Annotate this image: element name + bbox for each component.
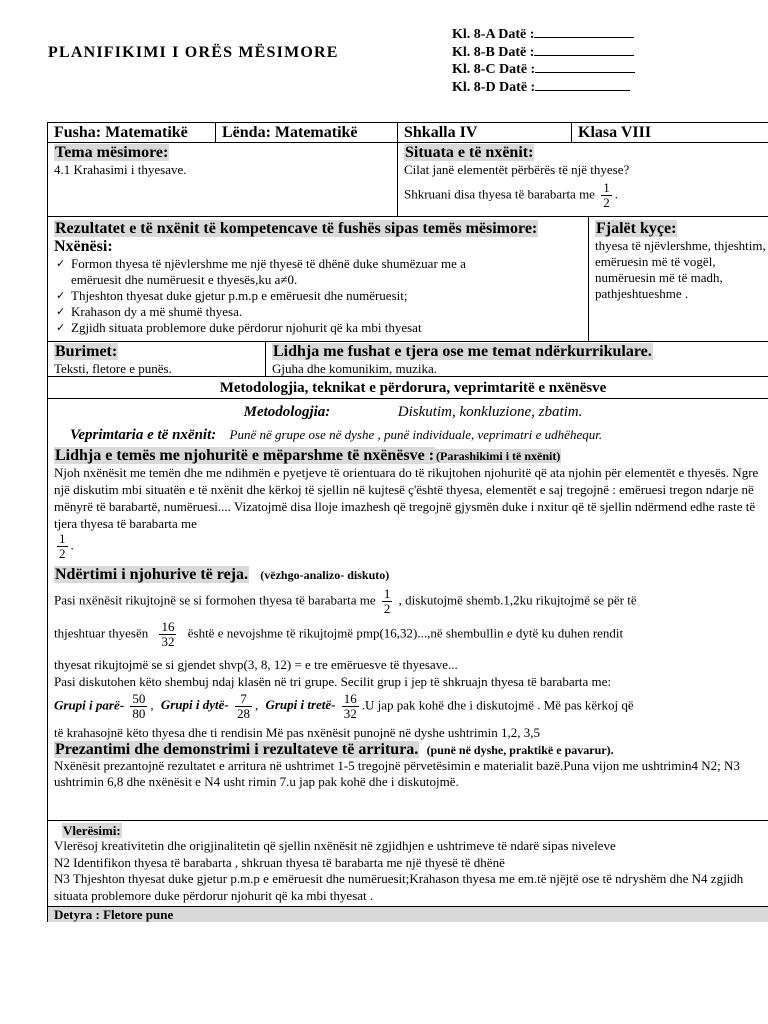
prezantimi-label: Prezantimi dhe demonstrimi i rezultateve të arritura. (55, 740, 419, 758)
outcome-item: ✓ Thjeshton thyesat duke gjetur p.m.p e emëruesit dhe numëruesit; (54, 288, 582, 304)
klasa-label: Klasa VIII (578, 124, 652, 141)
ndertimi-text: është e nevojshme të rikujtojmë pmp(16,32)...,në shembullin e dytë ku duhen rendit (187, 625, 624, 641)
metodologjia-label: Metodologjia: (243, 404, 331, 420)
situata-cell: Situata e të nxënit: Cilat janë elementët përbërës të një thyese? Shkruani disa thyesa të barabarta me $\frac{1}{2}$ . (398, 143, 768, 211)
ndertimi-text: .U jap pak kohë dhe i diskutojmë . Më pas kërkoj që (361, 697, 634, 713)
ndertimi-label: Ndërtimi i njohurive të reja. (55, 566, 248, 583)
document-title: PLANIFIKIMI I ORËS MËSIMORE (48, 44, 339, 61)
methodology-body: Metodologjia: Diskutim, konkluzione, zbatim. Veprimtaria e të nxënit: Punë në grupe ose në dyshe , punë individuale, veprimatri e udhëhequr. Lidhja e temës me njohuritë e mëparshme të nxënësve : (Parashikimi i të nxënit) Njoh nxënësit me temën dhe me ndihmën e pyetjeve të orientuara do të rikujtohen njohuritë që ata njohin për elementët e thyesës. Ngre një diskutim mbi situatën e të nxënit dhe kërkoj të sjellin në kujtesë ç'është thyesa, elementët e saj tregojnë : emëruesi tregon ndarje në mënyrë të barabartë, numëruesi.... Vizatojmë disa lloje imazhesh që tregojnë gjysmën duke i nxitur që të sjellin ndërmend edhe raste të tjera thyesa të barabarta me $\frac{1}{2}$ . Ndërtimi i njohurive të reja. (vëzhgo-analizo- diskuto) Pasi nxënësit rikujtojnë se si formohen thyesa të barabarta me $\frac{1}{2}$ , diskutojmë shemb.1,2ku rikujtojmë se për të thjeshtuar thyesën $\frac{16}{32}$ është e nevojshme të rikujtojmë pmp(16,32)...,në shembullin e dytë ku duhen rendit thyesat rikujtojmë se si gjendet shvp(3, 8, 12) = e tre emëruesve të thyesave... Pasi diskutohen këto shembuj ndaj klasën në tri grupe. Secilit grup i jep të shkruajn thyesa të barabarta me: Grupi i parë- $\frac{50}{80}$ , Grupi i dytë- $\frac{7}{28}$ , Grupi i tretë- $\frac{16}{32}$ .U jap pak kohë dhe i diskutojmë . Më pas kërkoj që të krahasojnë këto thyesa dhe ti rendisin Më pas nxënësit punojnë në dyshe ushtrimin 1,2, 3,5 Prezantimi dhe demonstrimi i rezultateve të arritura. (punë në dyshe, praktikë e pavarur). Nxënësit prezantojnë rezultatet e arritura në ushtrimet 1-5 tregojnë përvetësimin e materialit bazë.Puna vijon me ushtrimin4 N2; N3 ushtrimin 6,8 dhe nxënësit e N4 usht rimin 7.u jap pak kohë dhe i diskutojmë. (48, 399, 768, 793)
ndertimi-text: , diskutojmë shemb.1,2ku rikujtojmë se për të (398, 592, 637, 608)
date-blank (534, 44, 634, 56)
date-blank (535, 79, 630, 91)
outcome-item: ✓ Zgjidh situata problemore duke përdorur njohurit që ka mbi thyesat (54, 320, 582, 336)
fjalet-label: Fjalët kyçe: (596, 220, 677, 237)
nxenesi-label: Nxënësi: (54, 238, 113, 255)
lidhja-fushat-label: Lidhja me fushat e tjera ose me temat ndërkurrikulare. (273, 343, 652, 360)
burimet-value: Teksti, fletore e punës. (54, 361, 172, 376)
tema-label: Tema mësimore: (55, 144, 169, 161)
tema-value: 4.1 Krahasimi i thyesave. (54, 162, 187, 177)
burimet-label: Burimet: (55, 343, 118, 360)
lidhja-temes-label: Lidhja e temës me njohuritë e mëparshme të nxënësve : (55, 447, 435, 464)
class-date-label: Kl. 8-C Datë : (452, 62, 536, 77)
ndertimi-text: Pasi diskutohen këto shembuj ndaj klasën në tri grupe. Secilit grup i jep të shkruajn thyesa të barabarta me: (54, 673, 612, 689)
fjalet-keywords: thyesa të njëvlershme, thjeshtim, emëruesin më të vogël, numëruesin më të madh, pathjeshtueshme . (595, 238, 766, 301)
lidhja-fushat-cell (266, 342, 768, 379)
situata-label: Situata e të nxënit: (405, 144, 534, 161)
fraction-16-32: $\frac{16}{32}$ (161, 619, 175, 649)
ndertimi-text: Pasi nxënësit rikujtojnë se si formohen thyesa të barabarta me (54, 592, 376, 608)
vleresimi-cell (48, 821, 768, 906)
prezantimi-text: Nxënësit prezantojnë rezultatet e arritura në ushtrimet 1-5 tregojnë përvetësimin e materialit bazë.Puna vijon me ushtrimin4 N2; N3 ushtrimin 6,8 dhe nxënësit e N4 usht rimin 7.u jap pak kohë dhe i diskutojmë. (54, 757, 740, 789)
lidhja-temes-text: Njoh nxënësit me temën dhe me ndihmën e pyetjeve të orientuara do të rikujtohen njohuritë që ata njohin për elementët e thyesës. Ngre një diskutim mbi situatën e të nxënit dhe kërkoj të sjellin në kujtesë ç'është thyesa, elementët e saj tregojnë : emëruesi tregon ndarje në mënyrë të barabartë, numëruesi.... Vizatojmë disa lloje imazhesh që tregojnë gjysmën duke i nxitur që të sjellin ndërmend edhe raste të tjera thyesa të barabarta me (54, 465, 759, 531)
tema-cell (48, 143, 397, 180)
vleresimi-label: Vlerësimi: (63, 823, 121, 838)
outcome-item: ✓ Krahason dy a më shumë thyesa. (54, 304, 582, 320)
lidhja-fushat-value: Gjuha dhe komunikim, muzika. (272, 361, 438, 376)
fraction-7-28: $\frac{7}{28}$ (236, 691, 250, 721)
class-date-label: Kl. 8-A Datë : (452, 27, 535, 42)
prezantimi-sub: (punë në dyshe, praktikë e pavarur). (426, 742, 614, 757)
metodologjia-title: Metodologjia, teknikat e përdorura, veprimtaritë e nxënësve (219, 380, 607, 396)
fraction-one-half: $\frac{1}{2}$ (59, 531, 66, 561)
situata-instruction: Shkruani disa thyesa të barabarta me (404, 185, 595, 201)
rezultatet-label: Rezultatet e të nxënit të kompetencave të fushës sipas temës mësimore: (55, 220, 538, 237)
vleresimi-text: N2 Identifikon thyesa të barabarta , shkruan thyesa të barabarta me një thyesë të dhënë (54, 854, 505, 870)
date-blank (535, 61, 635, 73)
fraction-50-80: $\frac{50}{80}$ (132, 691, 146, 721)
metodologjia-value: Diskutim, konkluzione, zbatim. (397, 404, 583, 420)
outcome-item: ✓ Formon thyesa të njëvlershme me një thyesë të dhënë duke shumëzuar me a emëruesit dhe numëruesit e thyesës,ku a≠0. (54, 256, 582, 288)
class-date-row (452, 79, 635, 97)
veprimtaria-label: Veprimtaria e të nxënit: (70, 427, 217, 443)
vleresimi-text: N3 Thjeshton thyesat duke gjetur p.m.p e emëruesit dhe numëruesit;Krahason thyesa me em.të njëjtë ose të ndryshëm dhe N4 zgjidh situata problemore duke përdorur njohurit që ka mbi thyesat . (54, 871, 744, 903)
situata-question: Cilat janë elementët përbërës të një thyese? (404, 162, 630, 177)
class-date-label: Kl. 8-D Datë : (452, 79, 536, 95)
veprimtaria-value: Punë në grupe ose në dyshe , punë individuale, veprimatri e udhëhequr. (229, 427, 603, 442)
group-label: Grupi i tretë- (265, 697, 336, 713)
learning-outcomes-list (54, 256, 582, 336)
class-date-list (452, 26, 635, 96)
class-date-row (452, 61, 635, 79)
class-date-label: Kl. 8-B Datë : (452, 44, 535, 60)
ndertimi-text: të krahasojnë këto thyesa dhe ti rendisin Më pas nxënësit punojnë në dyshe ushtrimin 1,2, 3,5 (54, 725, 540, 740)
shkalla-label: Shkalla IV (404, 124, 478, 141)
group-label: Grupi i parë- (54, 697, 125, 713)
ndertimi-text: thyesat rikujtojmë se si gjendet shvp(3, 8, 12) = e tre emëruesve të thyesave... (54, 657, 458, 672)
class-date-row (452, 44, 635, 62)
lenda-label: Lënda: Matematikë (222, 124, 358, 141)
rezultatet-cell (48, 217, 588, 337)
fraction-one-half: $\frac{1}{2}$ (383, 586, 391, 616)
date-blank (534, 26, 634, 38)
detyra-row: Detyra : Fletore pune (48, 907, 768, 922)
fusha-label: Fusha: Matematikë (54, 124, 188, 141)
lidhja-temes-sub: (Parashikimi i të nxënit) (436, 449, 561, 463)
ndertimi-sub: (vëzhgo-analizo- diskuto) (260, 568, 390, 582)
ndertimi-text: thjeshtuar thyesën (54, 625, 149, 641)
fraction-one-half: $\frac{1}{2}$ (603, 179, 610, 210)
class-date-row (452, 26, 635, 44)
burimet-cell (48, 342, 265, 379)
vleresimi-text: Vlerësoj kreativitetin dhe origjinalitetin që sjellin nxënësit në zgjidhjen e ushtrimeve të ndarë sipas niveleve (54, 838, 616, 853)
fraction-16-32: $\frac{16}{32}$ (343, 691, 357, 721)
group-label: Grupi i dytë- (160, 697, 229, 713)
lesson-plan-table (47, 122, 768, 922)
fjalet-cell (589, 217, 768, 303)
